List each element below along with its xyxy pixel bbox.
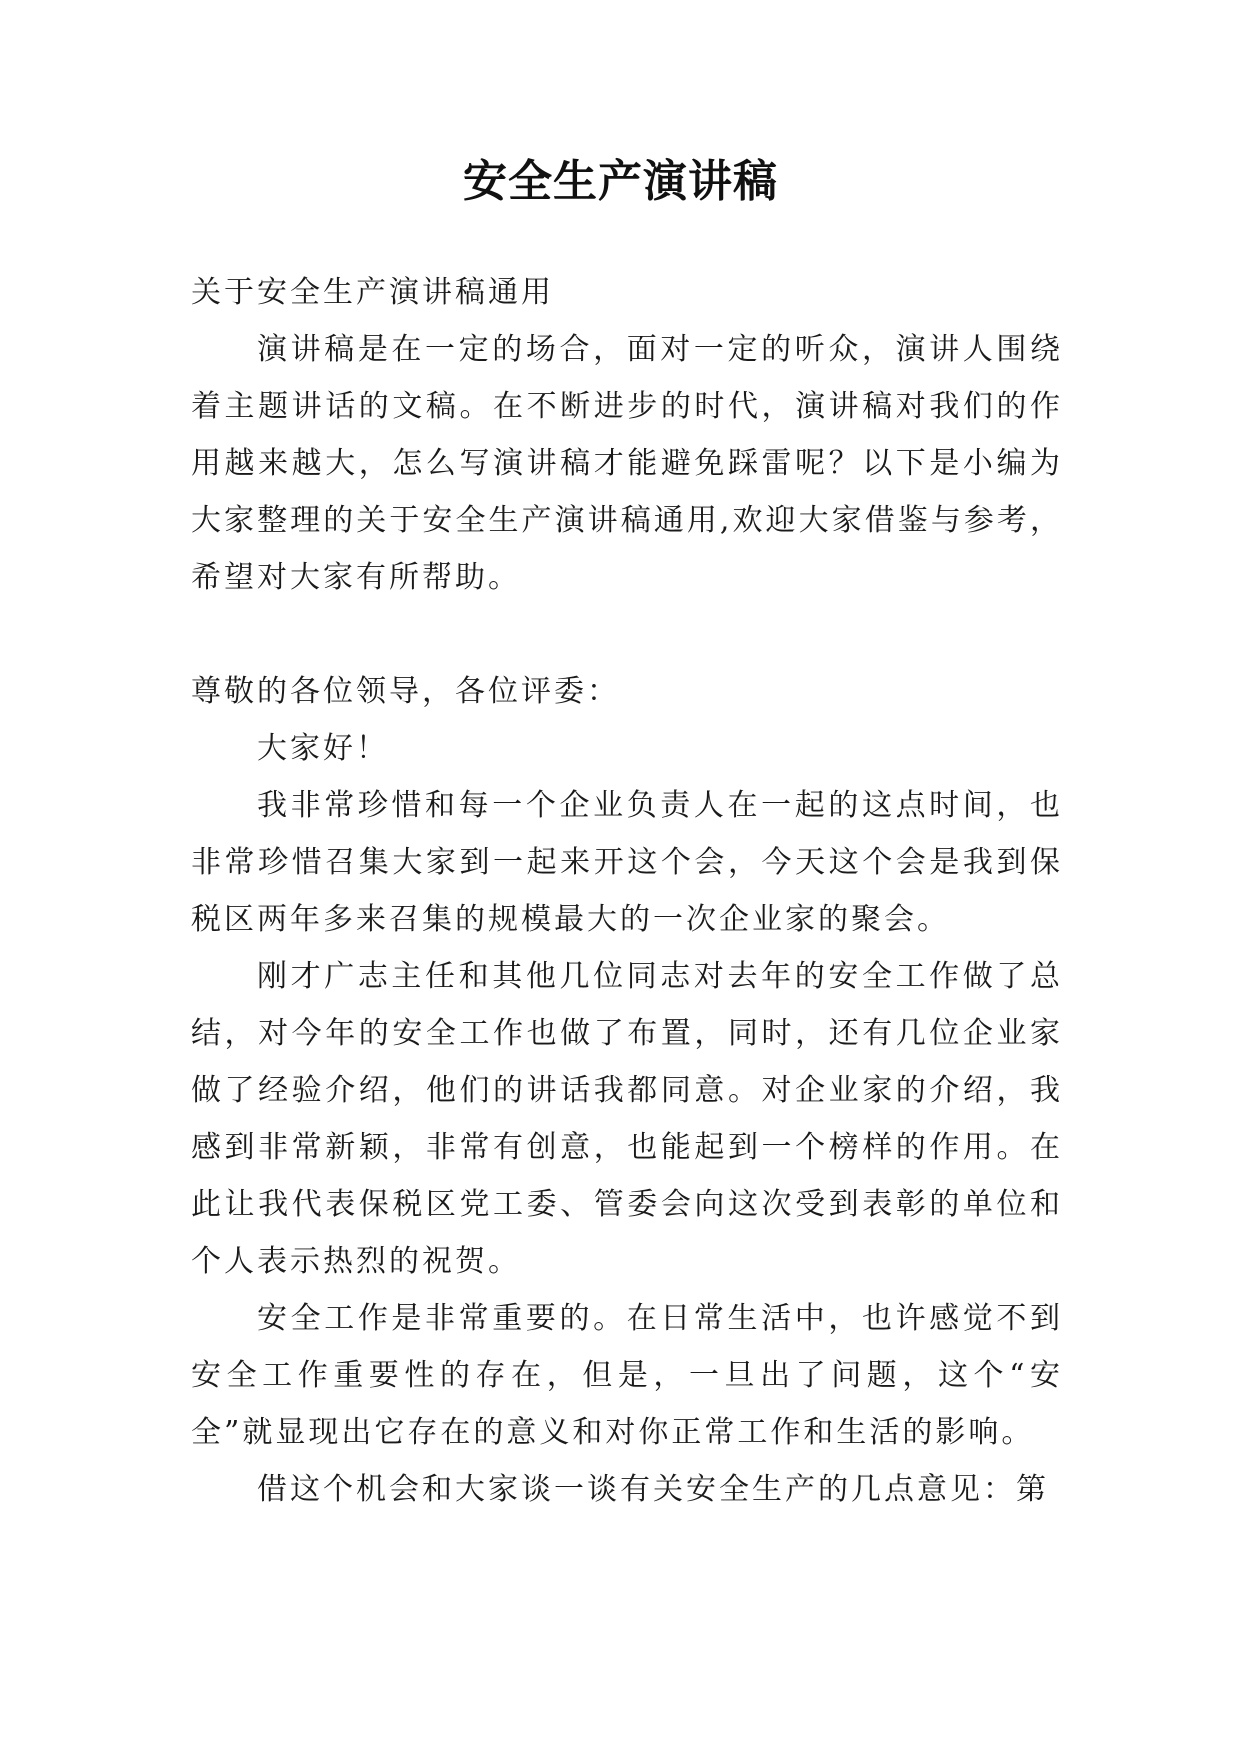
body-paragraph: 安全工作是非常重要的。在日常生活中，也许感觉不到安全工作重要性的存在，但是，一旦出了问题，这个“安全”就显现出它存在的意义和对你正常工作和生活的影响。 [191, 1301, 1063, 1450]
body-paragraph: 借这个机会和大家谈一谈有关安全生产的几点意见：第 [257, 1472, 1049, 1507]
page-title: 安全生产演讲稿 [463, 156, 778, 207]
body-paragraph: 我非常珍惜和每一个企业负责人在一起的这点时间，也非常珍惜召集大家到一起来开这个会，今天这个会是我到保税区两年多来召集的规模最大的一次企业家的聚会。 [191, 788, 1063, 937]
document-subtitle: 关于安全生产演讲稿通用 [191, 275, 554, 310]
body-paragraph: 刚才广志主任和其他几位同志对去年的安全工作做了总结，对今年的安全工作也做了布置，同时，还有几位企业家做了经验介绍，他们的讲话我都同意。对企业家的介绍，我感到非常新颖，非常有创意，也能起到一个榜样的作用。在此让我代表保税区党工委、管委会向这次受到表彰的单位和个人表示热烈的祝贺。 [191, 959, 1063, 1279]
salutation: 尊敬的各位领导，各位评委： [191, 674, 620, 709]
greeting: 大家好！ [257, 731, 389, 766]
intro-paragraph: 演讲稿是在一定的场合，面对一定的听众，演讲人围绕着主题讲话的文稿。在不断进步的时代，演讲稿对我们的作用越来越大，怎么写演讲稿才能避免踩雷呢？以下是小编为大家整理的关于安全生产演讲稿通用,欢迎大家借鉴与参考，希望对大家有所帮助。 [191, 332, 1063, 595]
document-body [191, 264, 1063, 1518]
